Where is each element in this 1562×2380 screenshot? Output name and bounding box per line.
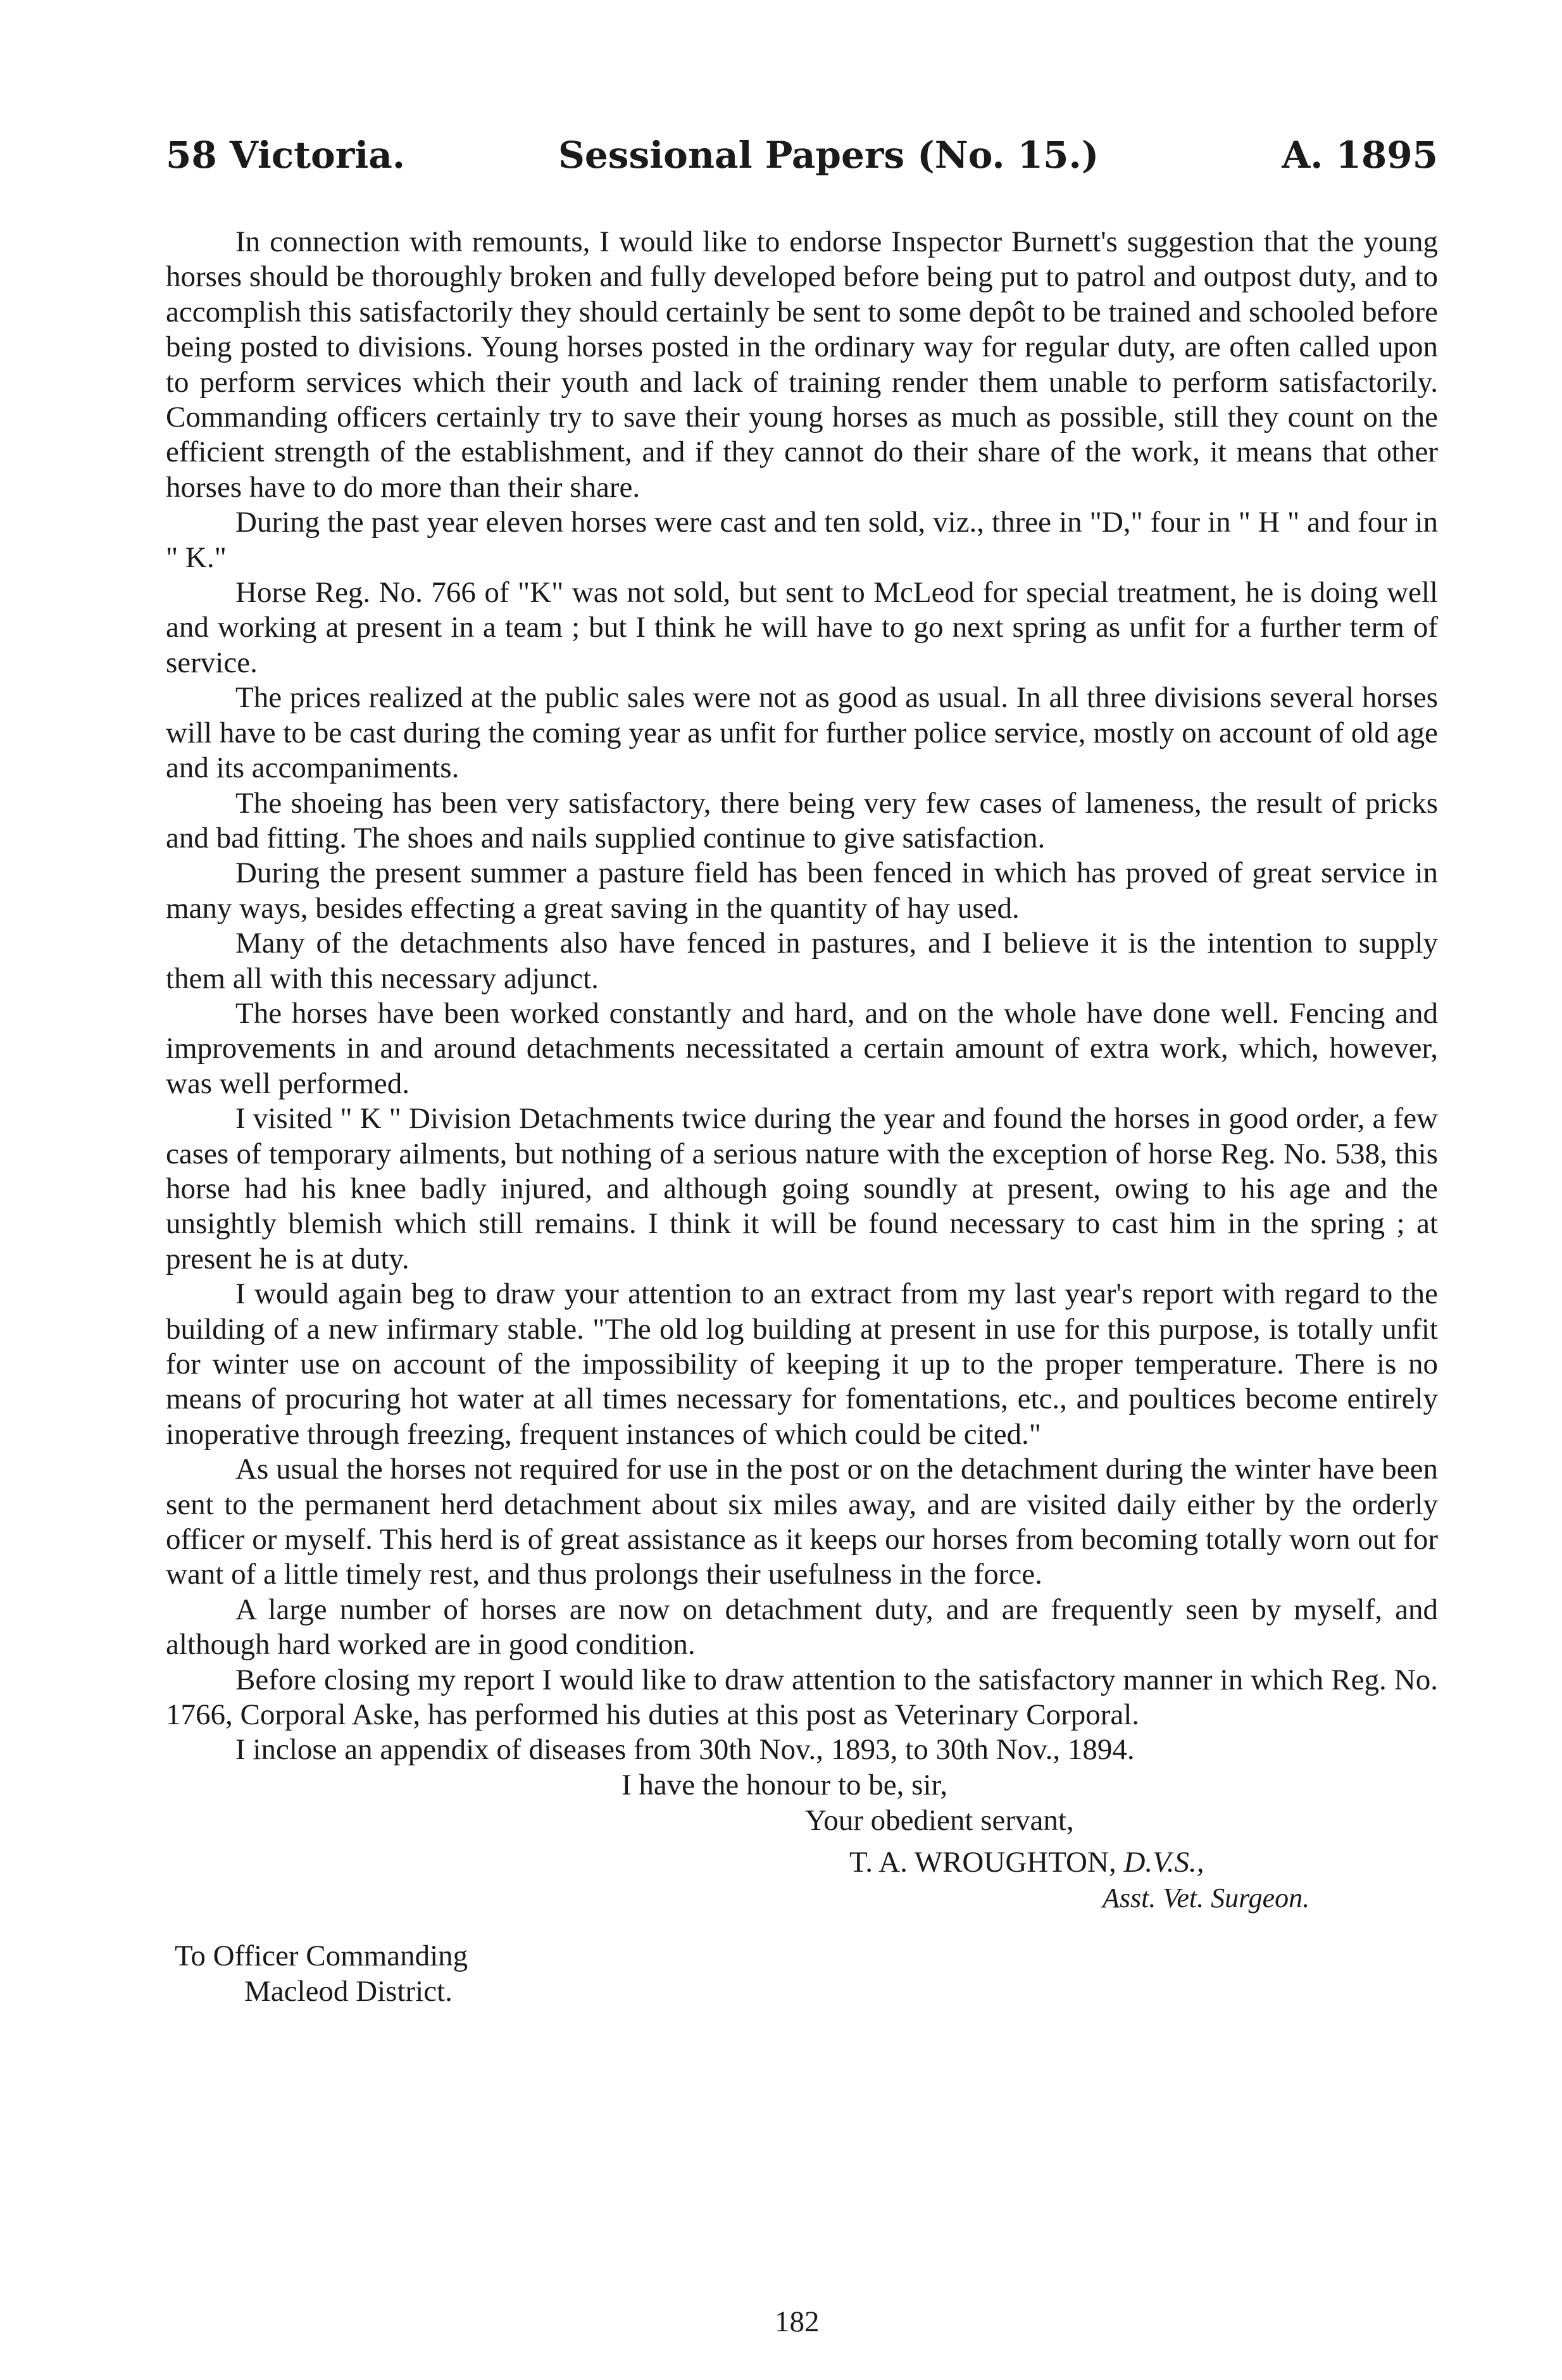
addressee-line-1: To Officer Commanding [175,1939,468,1972]
paragraph-detachment-duty: A large number of horses are now on detachment duty, and are frequently seen by myself, and although hard worked are in good condition. [166,1593,1438,1662]
paragraph-horses-cast: During the past year eleven horses were cast and ten sold, viz., three in "D," four in " H " and four in " K." [166,506,1438,574]
paragraph-remounts: In connection with remounts, I would like to endorse Inspector Burnett's suggestion that the young horses should be thoroughly broken and fully developed before being put to patrol and outpost duty, and to accomplish this satisfactorily they should certainly be sent to some depôt to be trained and schooled before being posted to divisions. Young horses posted in the ordinary way for regular duty, are often called upon to perform services which their youth and lack of training render them unable to perform satisfactorily. Commanding officers certainly try to save their young horses as much as possible, still they count on the efficient strength of the establishment, and if they cannot do their share of the work, it means that other horses have to do more than their share. [166,225,1439,504]
signature-name: T. A. WROUGHTON, [849,1845,1116,1879]
paragraph-k-division: I visited " K " Division Detachments twice during the year and found the horses in good order, a few cases of temporary ailments, but nothing of a serious nature with the exception of horse Reg. No. 538, this horse had his knee badly injured, and although going soundly at present, owing to his age and the unsightly blemish which still remains. I think it will be found necessary to cast him in the spring ; at present he is at duty. [166,1102,1438,1275]
paragraph-horse-766: Horse Reg. No. 766 of "K" was not sold, but sent to McLeod for special treatment, he is doing well and working at present in a team ; but I think he will have to go next spring as unfit for a further term of service. [166,576,1438,679]
addressee-line-2: Macleod District. [244,1974,453,2008]
signature-line [849,1845,1204,1880]
closing-block [166,1768,1438,1932]
paragraph-pasture: During the present summer a pasture field has been fenced in which has proved of great service in many ways, besides effecting a great saving in the quantity of hay used. [166,856,1438,925]
paragraph-prices: The prices realized at the public sales were not as good as usual. In all three divisions several horses will have to be cast during the coming year as unfit for further police service, mostly on account of old age and its accompaniments. [166,681,1438,785]
page-header [166,130,1438,180]
paragraph-herd-detachment: As usual the horses not required for use in the post or on the detachment during the winter have been sent to the permanent herd detachment about six miles away, and are visited daily either by the orderly officer or myself. This herd is of great assistance as it keeps our horses from becoming totally worn out for want of a little timely rest, and thus prolongs their usefulness in the force. [166,1453,1438,1591]
report-body [166,225,1438,2015]
header-session: 58 Victoria. [166,134,406,177]
paragraph-shoeing: The shoeing has been very satisfactory, there being very few cases of lameness, the result of pricks and bad fitting. The shoes and nails supplied continue to give satisfaction. [166,786,1438,855]
paragraph-appendix: I inclose an appendix of diseases from 30th Nov., 1893, to 30th Nov., 1894. [235,1733,1135,1767]
signature-title: Asst. Vet. Surgeon. [1103,1882,1310,1913]
header-title: Sessional Papers (No. 15.) [558,134,1099,177]
closing-servant: Your obedient servant, [805,1803,1074,1837]
paragraph-horses-worked: The horses have been worked constantly and hard, and on the whole have done well. Fencing and improvements in and around detachments necessitated a certain amount of extra work, which, however, was well performed. [166,996,1438,1100]
addressee-block [166,1939,1438,2015]
header-year: A. 1895 [1282,134,1438,177]
signature-degree: D.V.S., [1123,1845,1204,1879]
paragraph-corporal-aske: Before closing my report I would like to draw attention to the satisfactory manner in which Reg. No. 1766, Corporal Aske, has performed his duties at this post as Veterinary Corporal. [166,1663,1438,1732]
closing-honour: I have the honour to be, sir, [622,1768,947,1801]
paragraph-infirmary-stable: I would again beg to draw your attention to an extract from my last year's report with regard to the building of a new infirmary stable. "The old log building at present in use for this purpose, is totally unfit for winter use on account of the impossibility of keeping it up to the proper temperature. There is no means of procuring hot water at all times necessary for fomentations, etc., and poultices become entirely inoperative through freezing, frequent instances of which could be cited." [166,1277,1438,1451]
page-number: 182 [775,2305,820,2338]
paragraph-detachment-pastures: Many of the detachments also have fenced in pastures, and I believe it is the intention to supply them all with this necessary adjunct. [166,927,1438,995]
